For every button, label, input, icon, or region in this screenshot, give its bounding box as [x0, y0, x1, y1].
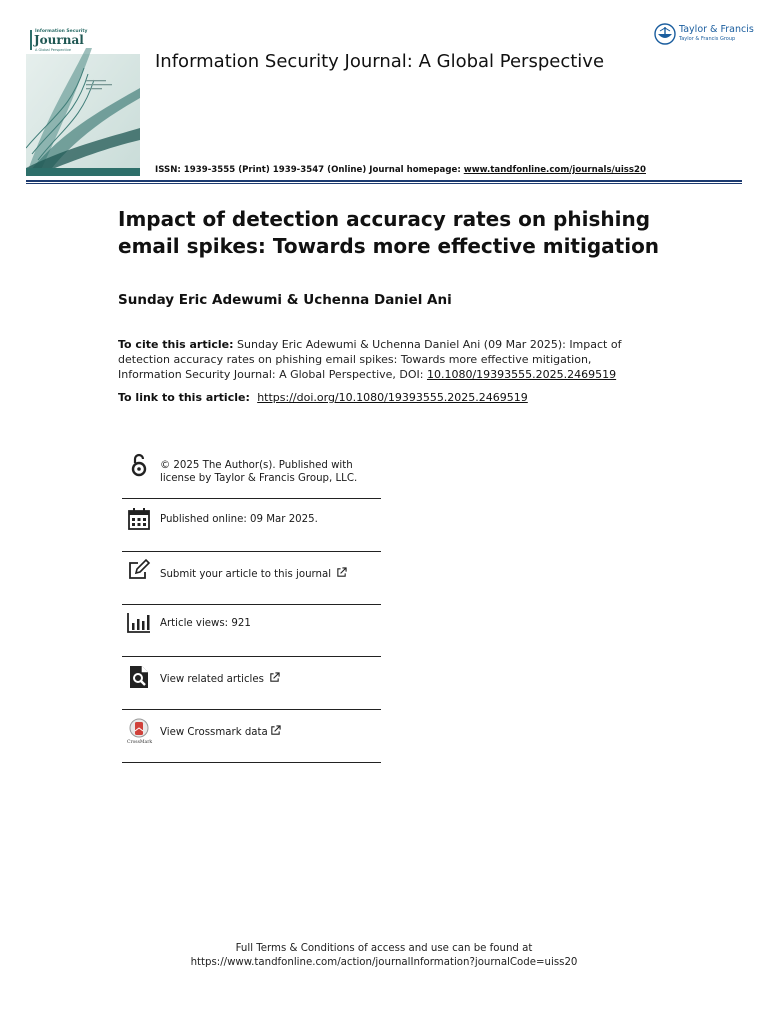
license-line-1: © 2025 The Author(s). Published with	[160, 460, 353, 471]
cite-label: To cite this article:	[118, 338, 234, 351]
publisher-name: Taylor & Francis	[679, 24, 754, 35]
open-access-icon	[127, 453, 151, 477]
crossmark-icon	[127, 718, 151, 742]
related-articles-icon	[127, 665, 151, 689]
issn-line	[155, 165, 646, 175]
crossmark-logo-text: CrossMark	[127, 740, 153, 745]
edit-icon	[127, 558, 151, 582]
article-views: Article views: 921	[160, 618, 251, 629]
publisher-group: Taylor & Francis Group	[679, 36, 736, 42]
header-rule	[26, 180, 742, 182]
view-related-link[interactable]: View related articles	[160, 674, 264, 685]
cover-line-3: A Global Perspective	[35, 48, 72, 52]
views-row	[122, 605, 381, 657]
issn-text: ISSN: 1939-3555 (Print) 1939-3547 (Online) Journal homepage:	[155, 165, 464, 175]
link-label: To link to this article:	[118, 391, 254, 404]
published-date: Published online: 09 Mar 2025.	[160, 514, 318, 525]
crossmark-row[interactable]	[122, 710, 381, 763]
footer-line-1: Full Terms & Conditions of access and use can be found at	[235, 943, 533, 954]
calendar-icon	[127, 507, 151, 531]
journal-title: Information Security Journal: A Global Perspective	[155, 51, 605, 72]
article-authors: Sunday Eric Adewumi & Uchenna Daniel Ani	[118, 292, 452, 308]
license-line-2: license by Taylor & Francis Group, LLC.	[160, 473, 358, 484]
doi-link[interactable]: https://doi.org/10.1080/19393555.2025.2469519	[257, 391, 528, 404]
cite-text: Sunday Eric Adewumi & Uchenna Daniel Ani (09 Mar 2025): Impact of detection accuracy rates on phishing email spikes: Towards more effective mitigation, Information Security Journal: A Global Perspective, DOI:	[118, 338, 622, 381]
external-link-icon	[269, 672, 280, 683]
related-row[interactable]	[122, 657, 381, 710]
terms-footer	[0, 942, 768, 970]
cite-doi-link[interactable]: 10.1080/19393555.2025.2469519	[426, 368, 617, 381]
cover-journal-word: Journal	[34, 33, 84, 47]
footer-terms-link[interactable]: https://www.tandfonline.com/action/journalInformation?journalCode=uiss20	[190, 957, 578, 968]
article-title: Impact of detection accuracy rates on phishing email spikes: Towards more effective mitigation	[118, 207, 660, 258]
submit-article-link[interactable]: Submit your article to this journal	[160, 569, 332, 580]
article-link-line	[118, 391, 528, 404]
external-link-icon	[270, 725, 281, 736]
citation-block	[118, 337, 658, 382]
bar-chart-icon	[127, 611, 151, 635]
journal-homepage-link[interactable]: www.tandfonline.com/journals/uiss20	[463, 165, 646, 175]
view-crossmark-link[interactable]: View Crossmark data	[160, 727, 268, 738]
header-rule-thin	[26, 183, 742, 184]
journal-cover-thumbnail	[26, 28, 140, 176]
license-row	[122, 450, 381, 499]
published-row	[122, 499, 381, 552]
cover-line-1: Information Security	[35, 29, 88, 34]
external-link-icon	[336, 567, 347, 578]
submit-row[interactable]	[122, 552, 381, 605]
